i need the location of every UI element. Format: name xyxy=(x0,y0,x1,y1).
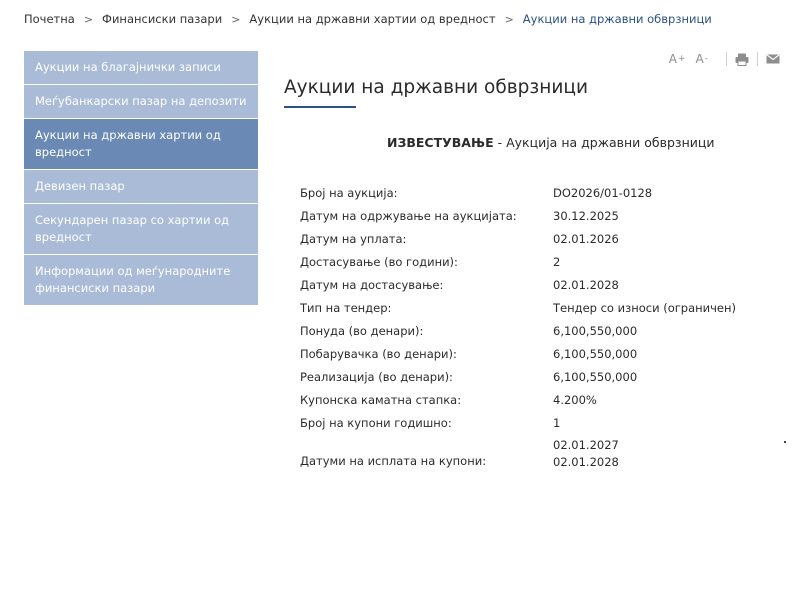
detail-label: Реализација (во денари): xyxy=(300,369,453,384)
detail-value: Тендер со износи (ограничен) xyxy=(553,300,736,315)
coupon-date: 02.01.2027 xyxy=(553,438,619,452)
sidebar-item-interbank-deposits[interactable]: Меѓубанкарски пазар на депозити xyxy=(24,85,258,119)
tools-divider xyxy=(757,52,758,66)
print-icon xyxy=(735,53,749,66)
font-increase-sign: + xyxy=(677,54,686,64)
detail-label: Датум на одржување на аукцијата: xyxy=(300,208,517,223)
font-increase-button[interactable] xyxy=(669,52,686,66)
detail-row-coupons-per-year xyxy=(300,411,760,434)
detail-row-auction-number xyxy=(300,181,760,204)
detail-label: Датуми на исплата на купони: xyxy=(300,454,487,468)
detail-value: 2 xyxy=(553,254,561,269)
detail-row-realization xyxy=(300,365,760,388)
detail-label: Број на аукција: xyxy=(300,185,398,200)
detail-value: 30.12.2025 xyxy=(553,208,619,223)
detail-value: 6,100,550,000 xyxy=(553,369,638,384)
detail-row-demand xyxy=(300,342,760,365)
detail-label: Тип на тендер: xyxy=(300,300,392,315)
detail-row-offer xyxy=(300,319,760,342)
detail-label: Датум на достасување: xyxy=(300,277,444,292)
sidebar-item-treasury-bills[interactable]: Аукции на благајнички записи xyxy=(24,51,258,85)
breadcrumb-home[interactable]: Почетна xyxy=(24,12,75,26)
detail-label: Купонска каматна стапка: xyxy=(300,392,462,407)
detail-row-tender-type xyxy=(300,296,760,319)
notice-label: ИЗВЕСТУВАЊЕ xyxy=(387,135,494,150)
stray-dot xyxy=(784,441,786,443)
chevron-right-icon: > xyxy=(83,12,94,26)
font-decrease-icon: A xyxy=(695,52,704,66)
page-title: Аукции на државни обврзници xyxy=(284,77,588,98)
detail-label: Понуда (во денари): xyxy=(300,323,424,338)
font-increase-icon: A xyxy=(668,52,677,66)
notice-subject: - Аукција на државни обврзници xyxy=(493,135,715,150)
breadcrumb-securities-auctions[interactable]: Аукции на државни хартии од вредност xyxy=(249,12,496,26)
detail-value: 02.01.2026 xyxy=(553,231,619,246)
detail-row-maturity-date xyxy=(300,273,760,296)
page-tools xyxy=(669,52,780,66)
detail-value: 6,100,550,000 xyxy=(553,323,638,338)
detail-row-auction-date xyxy=(300,204,760,227)
auction-details xyxy=(300,181,760,481)
sidebar-item-international-markets[interactable]: Информации од меѓународните финансиски пазари xyxy=(24,255,258,306)
detail-value: DO2026/01-0128 xyxy=(553,185,653,200)
mail-icon xyxy=(766,54,780,64)
detail-value xyxy=(553,437,760,471)
detail-row-coupon-dates xyxy=(300,434,760,481)
chevron-right-icon: > xyxy=(231,12,241,26)
detail-label: Побарувачка (во денари): xyxy=(300,346,457,361)
notice-heading xyxy=(387,135,715,150)
sidebar-item-securities-auctions[interactable]: Аукции на државни хартии од вредност xyxy=(24,119,258,170)
coupon-date: 02.01.2028 xyxy=(553,455,619,469)
detail-label: Датум на уплата: xyxy=(300,231,407,246)
detail-row-payment-date xyxy=(300,227,760,250)
font-decrease-button[interactable] xyxy=(696,52,708,66)
detail-value: 4.200% xyxy=(553,392,597,407)
email-button[interactable] xyxy=(766,54,780,64)
sidebar-item-forex-market[interactable]: Девизен пазар xyxy=(24,170,258,204)
font-decrease-sign: - xyxy=(704,54,708,64)
tools-divider xyxy=(726,52,727,66)
breadcrumb-financial-markets[interactable]: Финансиски пазари xyxy=(102,12,223,26)
detail-label: Број на купони годишно: xyxy=(300,415,452,430)
chevron-right-icon: > xyxy=(504,12,514,26)
detail-value: 6,100,550,000 xyxy=(553,346,638,361)
sidebar-nav xyxy=(24,51,258,306)
breadcrumb xyxy=(24,12,712,26)
detail-value: 02.01.2028 xyxy=(553,277,619,292)
detail-label: Достасување (во години): xyxy=(300,254,458,269)
breadcrumb-current: Аукции на државни обврзници xyxy=(522,12,712,26)
detail-row-maturity-years xyxy=(300,250,760,273)
sidebar-item-secondary-market[interactable]: Секундарен пазар со хартии од вредност xyxy=(24,204,258,255)
title-underline xyxy=(284,106,356,108)
print-button[interactable] xyxy=(735,53,749,66)
detail-value: 1 xyxy=(553,415,561,430)
detail-row-coupon-rate xyxy=(300,388,760,411)
